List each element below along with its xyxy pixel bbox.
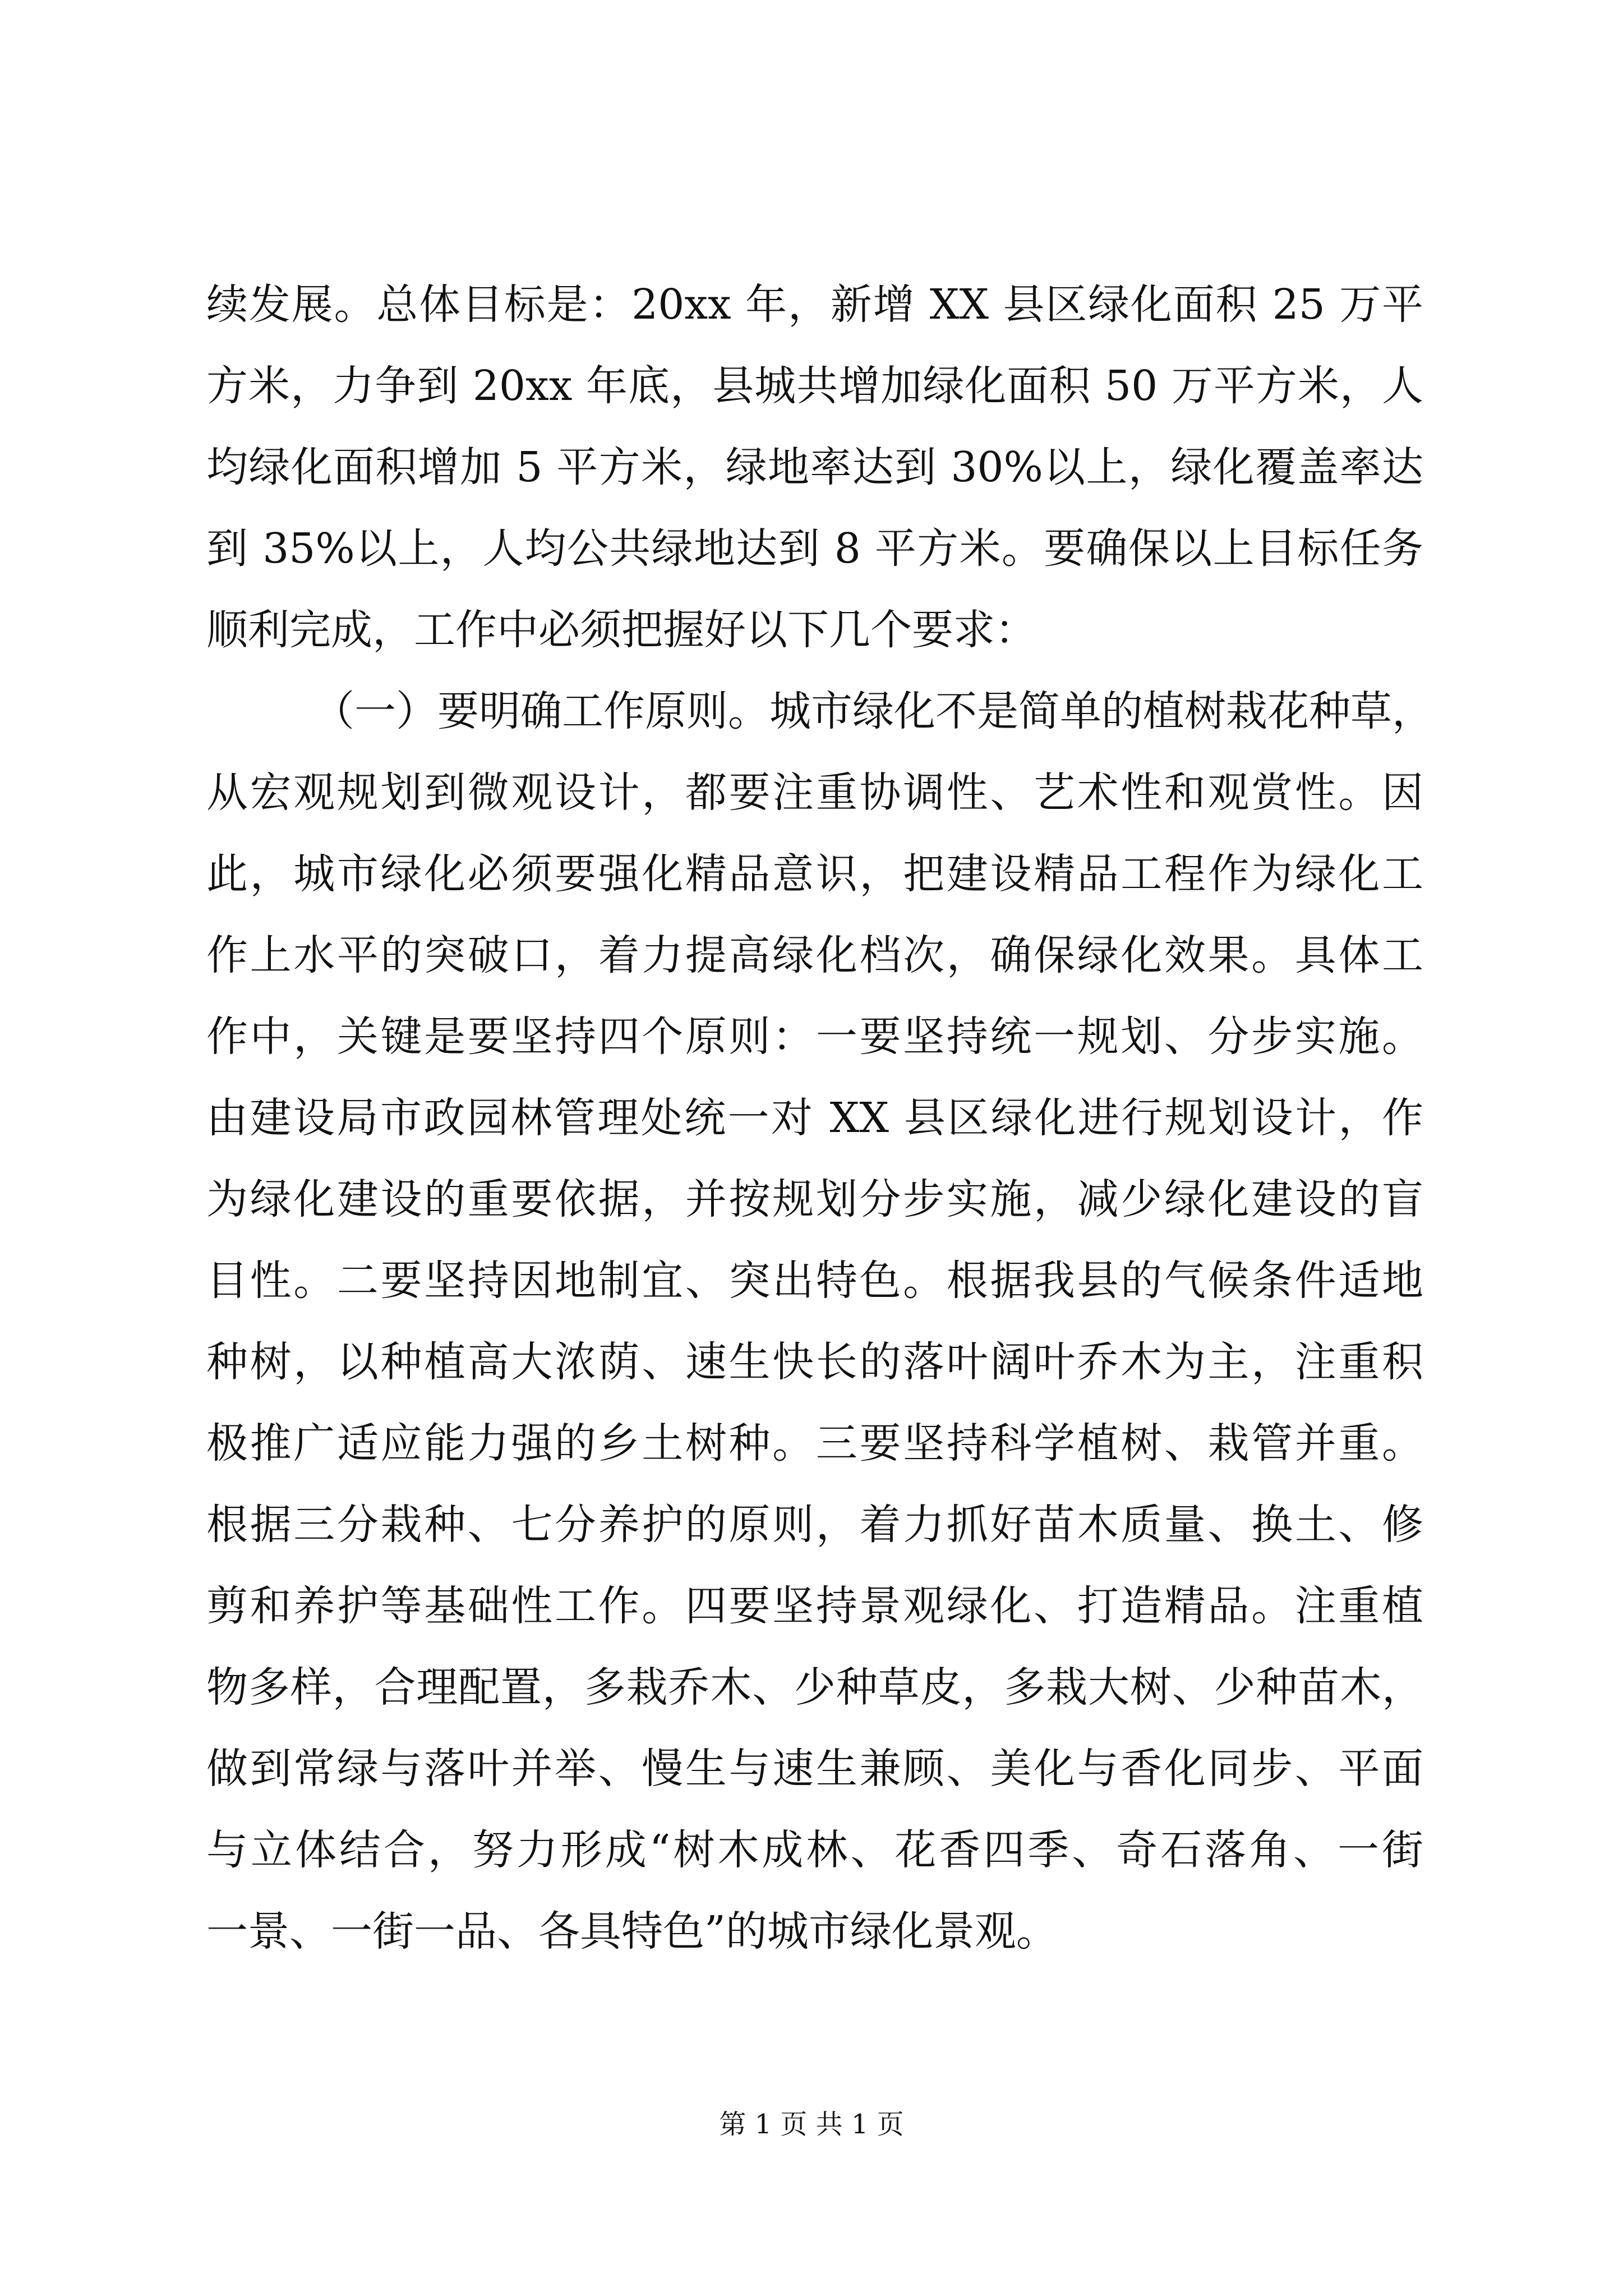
text-line: 一景、一街一品、各具特色”的城市绿化景观。: [206, 1907, 1058, 1955]
text-line: 与立体结合，努力形成“树木成林、花香四季、奇石落角、一街: [206, 1826, 1423, 1874]
text-line: 物多样，合理配置，多栽乔木、少种草皮，多栽大树、少种苗木，: [206, 1663, 1423, 1711]
text-line: 方米，力争到 20xx 年底，县城共增加绿化面积 50 万平方米，人: [206, 362, 1423, 410]
page-footer: 第 1 页 共 1 页: [719, 2109, 904, 2140]
text-line: 作中，关键是要坚持四个原则：一要坚持统一规划、分步实施。: [206, 1013, 1423, 1061]
text-line: 此，城市绿化必须要强化精品意识，把建设精品工程作为绿化工: [206, 850, 1423, 898]
paragraph-first-line: （一）要明确工作原则。城市绿化不是简单的植树栽花种草，: [313, 687, 1433, 735]
text-line: 作上水平的突破口，着力提高绿化档次，确保绿化效果。具体工: [206, 931, 1423, 979]
text-line: 顺利完成，工作中必须把握好以下几个要求：: [206, 606, 1036, 654]
text-line: 续发展。总体目标是：20xx 年，新增 XX 县区绿化面积 25 万平: [206, 280, 1423, 329]
text-line: 做到常绿与落叶并举、慢生与速生兼顾、美化与香化同步、平面: [206, 1745, 1423, 1793]
text-line: 目性。二要坚持因地制宜、突出特色。根据我县的气候条件适地: [206, 1257, 1423, 1305]
text-line: 根据三分栽种、七分养护的原则，着力抓好苗木质量、换土、修: [206, 1501, 1423, 1549]
text-line: 到 35%以上，人均公共绿地达到 8 平方米。要确保以上目标任务: [206, 524, 1423, 573]
text-line: 由建设局市政园林管理处统一对 XX 县区绿化进行规划设计，作: [206, 1094, 1423, 1142]
text-line: 剪和养护等基础性工作。四要坚持景观绿化、打造精品。注重植: [206, 1582, 1423, 1630]
text-line: 种树，以种植高大浓荫、速生快长的落叶阔叶乔木为主，注重积: [206, 1338, 1423, 1386]
text-line: 极推广适应能力强的乡土树种。三要坚持科学植树、栽管并重。: [206, 1419, 1423, 1467]
text-line: 均绿化面积增加 5 平方米，绿地率达到 30%以上，绿化覆盖率达: [206, 443, 1423, 491]
text-line: 为绿化建设的重要依据，并按规划分步实施，减少绿化建设的盲: [206, 1175, 1423, 1223]
text-line: 从宏观规划到微观设计，都要注重协调性、艺术性和观赏性。因: [206, 769, 1423, 817]
